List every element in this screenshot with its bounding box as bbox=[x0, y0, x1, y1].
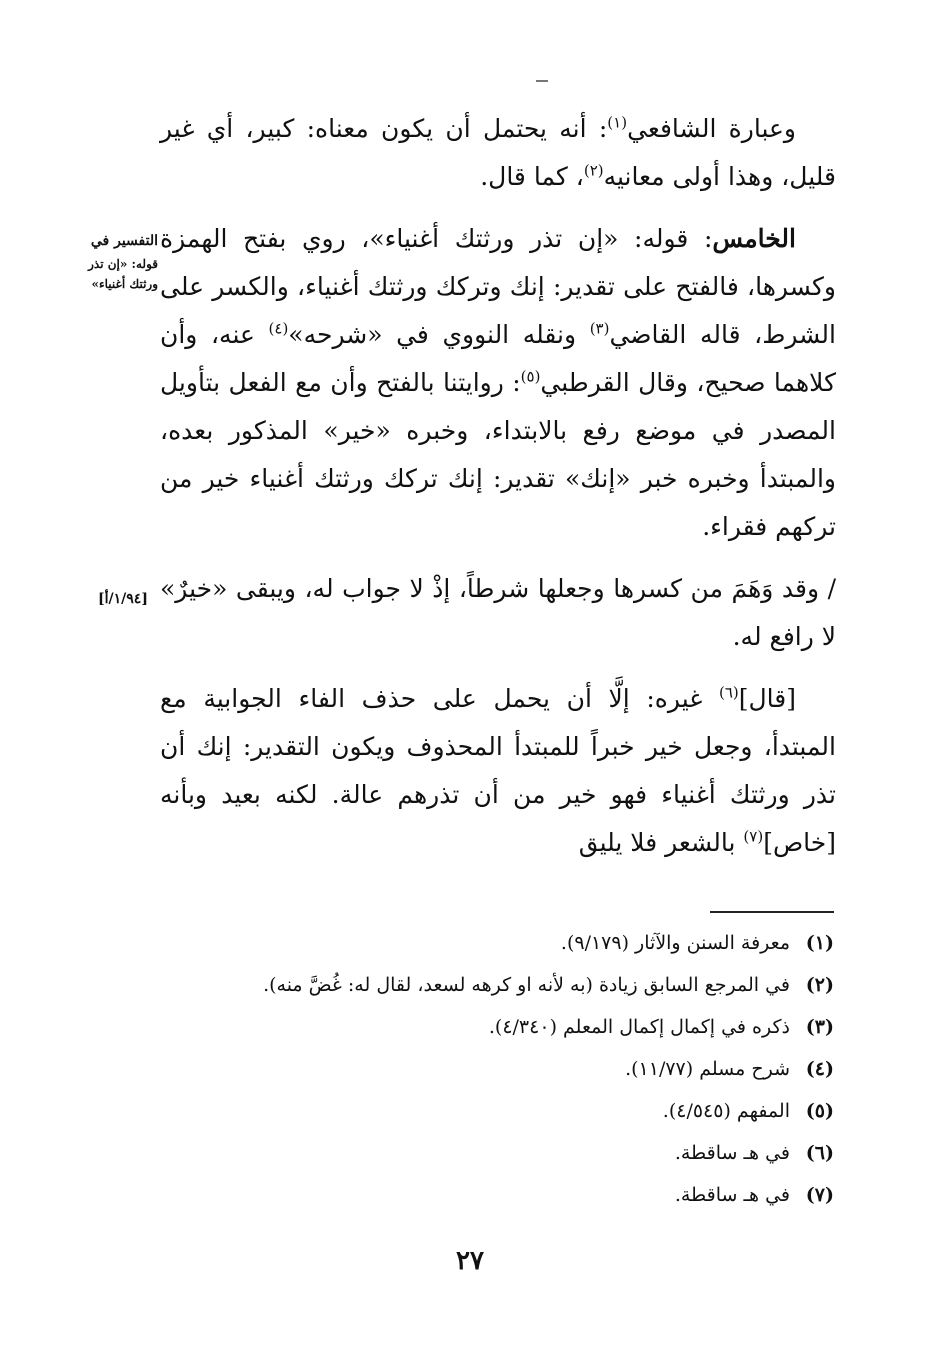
margin-note: قوله: «إن تذر bbox=[88, 257, 158, 271]
footnote-item bbox=[120, 1090, 834, 1132]
footnote-ref[interactable]: (٣) bbox=[589, 319, 610, 338]
footnote-text: معرفة السنن والآثار (٩/١٧٩). bbox=[560, 932, 790, 954]
footnote-number: (١) bbox=[805, 932, 834, 954]
paragraph-4 bbox=[160, 675, 836, 867]
paragraph-text: عنه، وأن كلاهما صحيح، وقال القرطبي bbox=[160, 320, 836, 397]
footnote-item bbox=[120, 964, 834, 1006]
footnote-text: المفهم (٤/٥٤٥). bbox=[662, 1100, 790, 1122]
section-heading: الخامس bbox=[712, 224, 796, 253]
footnote-ref[interactable]: (٥) bbox=[520, 367, 541, 386]
footnote-item bbox=[120, 1048, 834, 1090]
footnote-ref[interactable]: (٤) bbox=[268, 319, 289, 338]
paragraph-text: / وقد وَهَمَ من كسرها وجعلها شرطاً، إذْ لا جواب له، ويبقى «خيرٌ» لا رافع له. bbox=[160, 574, 836, 651]
footnote-ref[interactable]: (٧) bbox=[743, 827, 764, 846]
paragraph-text: ونقله النووي في «شرحه» bbox=[288, 320, 590, 349]
footnote-text: في هـ ساقطة. bbox=[674, 1142, 790, 1164]
paragraph-text: ، كما قال. bbox=[480, 162, 584, 191]
paragraph-1 bbox=[160, 105, 836, 201]
footnote-number: (٧) bbox=[805, 1184, 834, 1206]
page-number: ٢٧ bbox=[456, 1246, 484, 1276]
footnote-number: (٤) bbox=[805, 1058, 834, 1080]
top-mark bbox=[536, 80, 548, 82]
main-text bbox=[160, 105, 836, 881]
paragraph-text: وعبارة الشافعي bbox=[627, 114, 796, 143]
footnote-ref[interactable]: (١) bbox=[607, 113, 628, 132]
footnotes bbox=[120, 922, 834, 1216]
footnote-number: (٣) bbox=[805, 1016, 834, 1038]
footnote-number: (٢) bbox=[805, 974, 834, 996]
paragraph-2 bbox=[160, 215, 836, 551]
footnote-text: في هـ ساقطة. bbox=[674, 1184, 790, 1206]
footnote-ref[interactable]: (٦) bbox=[718, 683, 739, 702]
paragraph-text: [قال] bbox=[738, 684, 796, 713]
footnote-ref[interactable]: (٢) bbox=[583, 161, 604, 180]
footnote-item bbox=[120, 922, 834, 964]
margin-note: ورثتك أغنياء» bbox=[91, 277, 158, 291]
footnote-item bbox=[120, 1132, 834, 1174]
footnote-text: في المرجع السابق زيادة (به لأنه او كرهه لسعد، لقال له: غُضَّ منه). bbox=[263, 974, 790, 996]
paragraph-text: : قوله: «إن تذر ورثتك أغنياء»، روي بفتح الهمزة وكسرها، فالفتح على تقدير: إنك وتركك ورثتك أغنياء، والكسر على الشرط، قاله القاضي bbox=[160, 224, 836, 349]
footnote-divider bbox=[710, 911, 834, 913]
footnote-text: ذكره في إكمال إكمال المعلم (٤/٣٤٠). bbox=[488, 1016, 790, 1038]
footnote-number: (٥) bbox=[805, 1100, 834, 1122]
paragraph-text: : روايتنا بالفتح وأن مع الفعل بتأويل المصدر في موضع رفع بالابتداء، وخبره «خير» المذكور بعده، والمبتدأ وخبره خبر «إنك» تقدير: إنك تركك ورثتك أغنياء خير من تركهم فقراء. bbox=[160, 368, 836, 541]
margin-note: التفسير في bbox=[90, 233, 158, 249]
footnote-text: شرح مسلم (١١/٧٧). bbox=[625, 1058, 790, 1080]
footnote-item bbox=[120, 1006, 834, 1048]
paragraph-text: : أنه يحتمل أن يكون معناه: كبير، أي غير قليل، وهذا أولى معانيه bbox=[160, 114, 836, 191]
paragraph-text: بالشعر فلا يليق bbox=[578, 828, 744, 857]
folio-marker: [١/٩٤/أ] bbox=[98, 591, 148, 607]
footnote-number: (٦) bbox=[805, 1142, 834, 1164]
paragraph-text: غيره: إلَّا أن يحمل على حذف الفاء الجوابية مع المبتدأ، وجعل خير خبراً للمبتدأ المحذوف ويكون التقدير: إنك أن تذر ورثتك أغنياء فهو خير من أن تذرهم عالة. لكنه بعيد وبأنه [خاص] bbox=[160, 684, 836, 857]
footnote-item bbox=[120, 1174, 834, 1216]
paragraph-3 bbox=[160, 565, 836, 661]
